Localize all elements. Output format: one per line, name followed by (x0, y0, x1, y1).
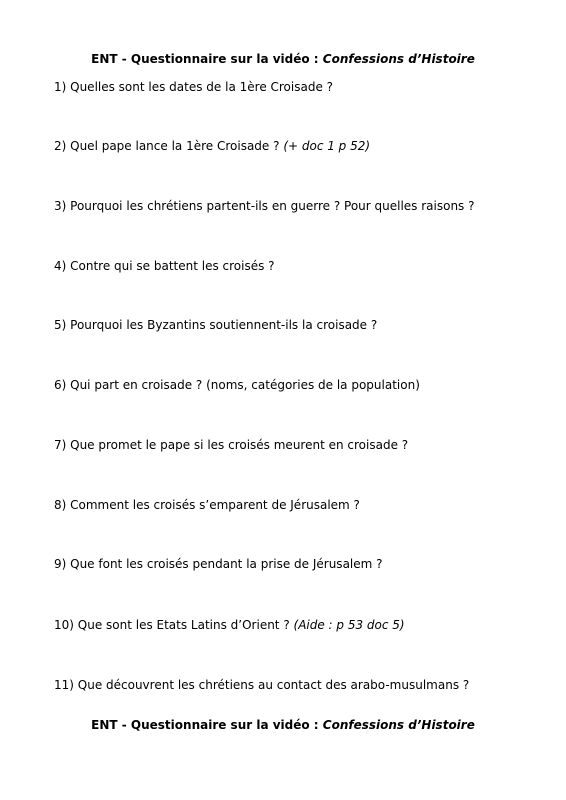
repeated-title (0, 718, 566, 732)
question-8 (54, 498, 360, 512)
question-text: 11) Que découvrent les chrétiens au contact des arabo-musulmans ? (54, 678, 470, 692)
question-text: 2) Quel pape lance la 1ère Croisade ? (54, 139, 284, 153)
page-title (0, 52, 566, 66)
title-prefix: ENT - Questionnaire sur la vidéo : (91, 52, 323, 66)
question-9 (54, 557, 383, 571)
question-11 (54, 678, 469, 692)
question-4 (54, 259, 275, 273)
question-3 (54, 199, 475, 213)
question-7 (54, 438, 408, 452)
question-text: 6) Qui part en croisade ? (noms, catégories de la population) (54, 378, 420, 392)
question-note: (Aide : p 53 doc 5) (293, 618, 405, 632)
question-text: 3) Pourquoi les chrétiens partent-ils en guerre ? Pour quelles raisons ? (54, 199, 475, 213)
question-text: 10) Que sont les Etats Latins d’Orient ? (54, 618, 294, 632)
question-10 (54, 618, 405, 632)
title-prefix: ENT - Questionnaire sur la vidéo : (91, 718, 323, 732)
title-emphasis: Confessions d’Histoire (322, 718, 475, 732)
question-text: 4) Contre qui se battent les croisés ? (54, 259, 275, 273)
question-note: (+ doc 1 p 52) (283, 139, 371, 153)
question-text: 5) Pourquoi les Byzantins soutiennent-ils la croisade ? (54, 318, 378, 332)
question-5 (54, 318, 377, 332)
question-text: 1) Quelles sont les dates de la 1ère Croisade ? (54, 80, 334, 94)
question-text: 8) Comment les croisés s’emparent de Jérusalem ? (54, 498, 360, 512)
question-1 (54, 80, 333, 94)
question-text: 7) Que promet le pape si les croisés meurent en croisade ? (54, 438, 409, 452)
title-emphasis: Confessions d’Histoire (322, 52, 475, 66)
question-6 (54, 378, 420, 392)
question-text: 9) Que font les croisés pendant la prise de Jérusalem ? (54, 557, 383, 571)
question-2 (54, 139, 370, 153)
